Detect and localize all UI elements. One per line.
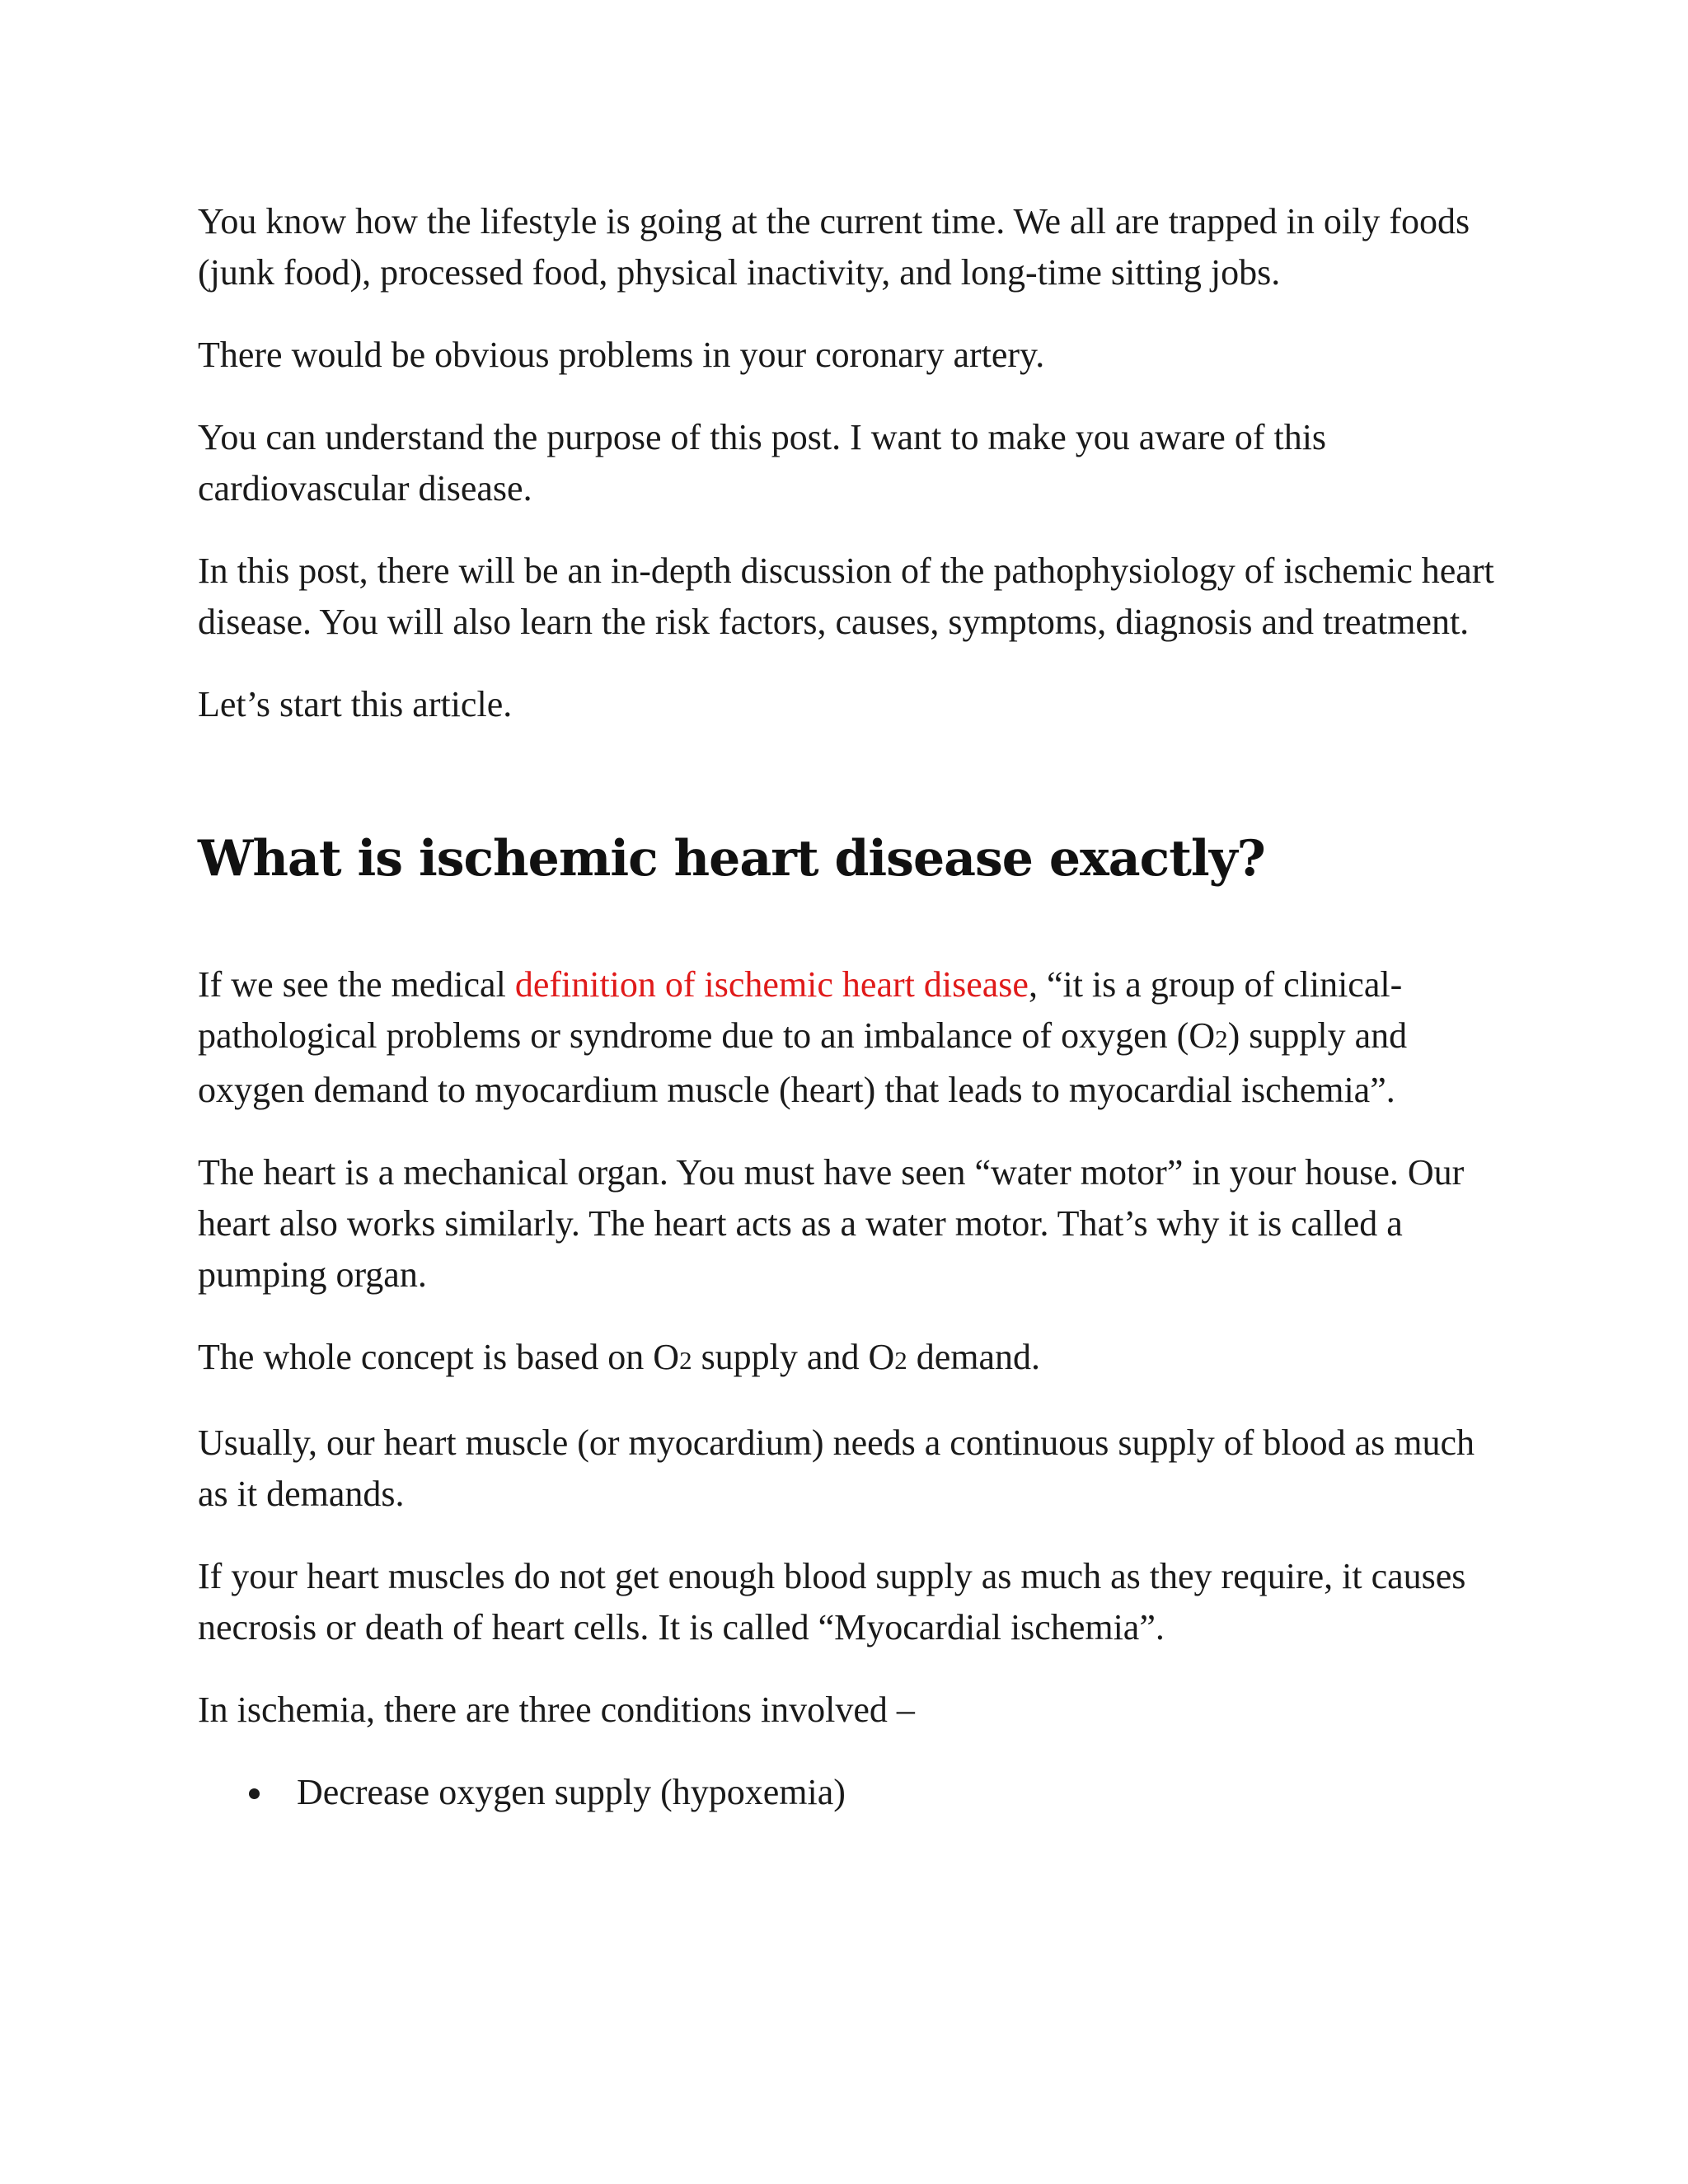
list-item <box>198 1767 1500 1818</box>
intro-paragraph-5: Let’s start this article. <box>198 684 513 724</box>
concept-text-b: supply and O <box>692 1337 895 1377</box>
heart-paragraph: The heart is a mechanical organ. You must have seen “water motor” in your house. Our heart also works similarly. The heart acts as a water motor. That’s why it is called a pumping organ. <box>198 1152 1465 1295</box>
definition-link[interactable]: definition of ischemic heart disease <box>514 964 1029 1005</box>
concept-text-a: The whole concept is based on O <box>198 1337 680 1377</box>
intro-paragraph-3: You can understand the purpose of this post. I want to make you aware of this cardiovascular disease. <box>198 417 1327 509</box>
conditions-paragraph: In ischemia, there are three conditions involved – <box>198 1690 915 1730</box>
definition-text-start: If we see the medical <box>198 964 515 1005</box>
intro-paragraph-4: In this post, there will be an in-depth discussion of the pathophysiology of ischemic heart disease. You will also learn the risk factors, causes, symptoms, diagnosis and treatment. <box>198 551 1494 642</box>
conditions-list <box>198 1767 1500 1818</box>
definition-text-end: ) supply and oxygen demand to myocardium muscle (heart) that leads to myocardial ischemia”. <box>198 1015 1408 1110</box>
definition-text-middle: , “it is a group of clinical-pathological problems or syndrome due to an imbalance of oxygen (O <box>198 964 1403 1056</box>
bullet-icon <box>249 1788 260 1799</box>
concept-text-c: demand. <box>907 1337 1041 1377</box>
intro-paragraph-2: There would be obvious problems in your coronary artery. <box>198 335 1045 375</box>
section-heading: What is ischemic heart disease exactly? <box>198 830 1265 888</box>
list-item-text: Decrease oxygen supply (hypoxemia) <box>297 1772 846 1812</box>
definition-paragraph <box>198 959 1500 1116</box>
oxygen-subscript: 2 <box>1215 1024 1228 1053</box>
oxygen-subscript: 2 <box>894 1346 907 1375</box>
usually-paragraph: Usually, our heart muscle (or myocardium) needs a continuous supply of blood as much as it demands. <box>198 1422 1475 1514</box>
concept-paragraph <box>198 1332 1500 1386</box>
article-body <box>198 196 1500 1818</box>
oxygen-subscript: 2 <box>679 1346 692 1375</box>
intro-paragraph-1: You know how the lifestyle is going at the current time. We all are trapped in oily foods (junk food), processed food, physical inactivity, and long-time sitting jobs. <box>198 201 1470 293</box>
necrosis-paragraph: If your heart muscles do not get enough blood supply as much as they require, it causes necrosis or death of heart cells. It is called “Myocardial ischemia”. <box>198 1556 1466 1647</box>
